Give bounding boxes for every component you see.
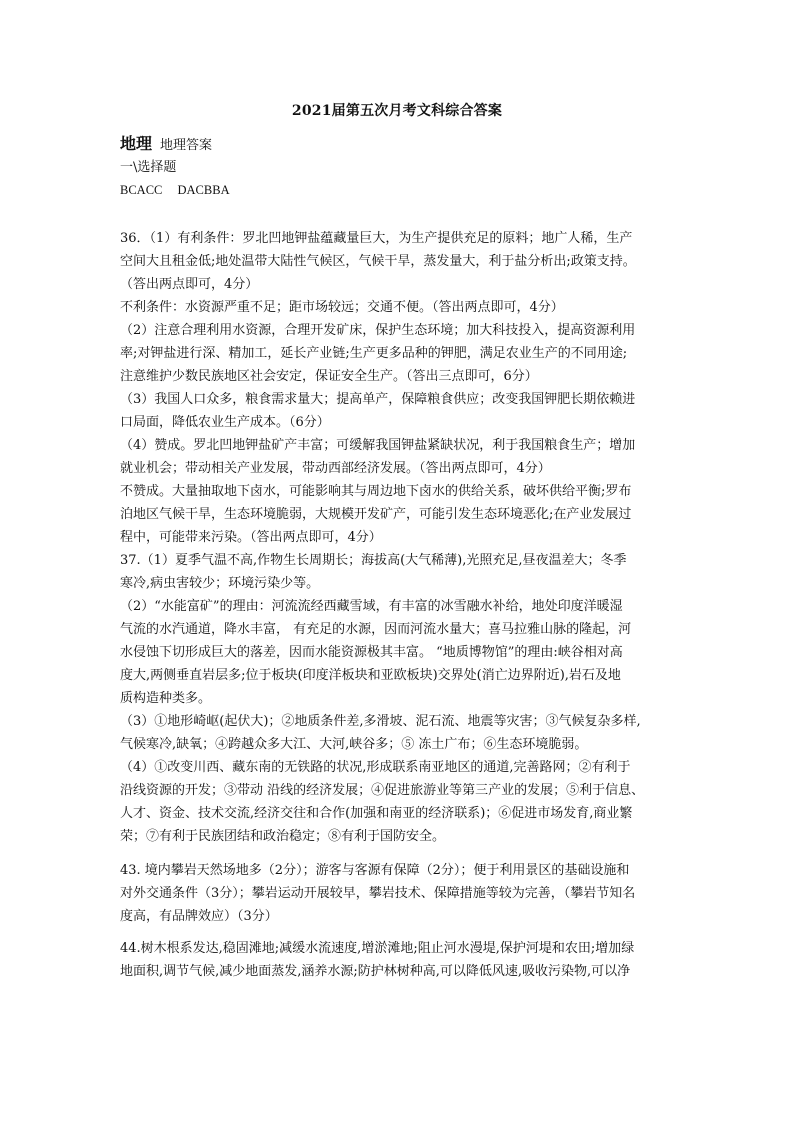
question-37: [120, 549, 680, 848]
q36-line: （2）注意合理利用水资源，合理开发矿床，保护生态环境；加大科技投入，提高资源利用: [120, 323, 636, 338]
q37-line: 沿线资源的开发；③带动 沿线的经济发展；④促进旅游业等第三产业的发展；⑤利于信息、: [120, 783, 645, 798]
q37-line: 度大,两侧垂直岩层多;位于板块(印度洋板块和亚欧板块)交界处(消亡边界附近),岩石及地: [120, 668, 621, 683]
q36-line: 程中，可能带来污染。（答出两点即可，4分）: [120, 530, 382, 545]
q44-line: 44.树木根系发达,稳固滩地;减缓水流速度,增淤滩地;阻止河水漫堤,保护河堤和农田;增加绿: [120, 941, 635, 956]
q43-line: 度高，有品牌效应）（3分）: [120, 909, 278, 924]
q36-line: 口局面，降低农业生产成本。（6分）: [120, 415, 330, 430]
q37-line: 寒冷,病虫害较少；环境污染少等。: [120, 576, 320, 591]
question-44: [120, 937, 680, 983]
q37-line: 37.（1）夏季气温不高,作物生长周期长；海拔高(大气稀薄),光照充足,昼夜温差大；冬季: [120, 553, 627, 568]
q36-line: 36．（1）有利条件：罗北凹地钾盐蕴藏量巨大，为生产提供充足的原料；地广人稀，生产: [120, 231, 633, 246]
q36-line: 泊地区气候干旱，生态环境脆弱，大规模开发矿产，可能引发生态环境恶化;在产业发展过: [120, 507, 632, 522]
q37-line: （4）①改变川西、藏东南的无铁路的状况,形成联系南亚地区的通道,完善路网；②有利于: [120, 760, 631, 775]
mcq-answers: BCACC DACBBA: [120, 183, 230, 197]
q36-line: 就业机会；带动相关产业发展，带动西部经济发展。（答出两点即可，4分）: [120, 461, 551, 476]
q43-line: 43. 境内攀岩天然场地多（2分）；游客与客源有保障（2分）；便于利用景区的基础设施和: [120, 863, 630, 878]
q37-line: 人才、资金、技术交流,经济交往和合作(加强和南亚的经济联系)；⑥促进市场发育,商业繁: [120, 806, 633, 821]
q37-line: 质构造种类多。: [120, 691, 212, 706]
q37-line: 气候寒冷,缺氧；④跨越众多大江、大河,峡谷多；⑤ 冻土广布；⑥生态环境脆弱。: [120, 737, 588, 752]
q37-line: 荣；⑦有利于民族团结和政治稳定；⑧有利于国防安全。: [120, 829, 446, 844]
question-43: [120, 859, 680, 928]
q44-line: 地面积,调节气候,减少地面蒸发,涵养水源;防护林树种高,可以降低风速,吸收污染物,可以净: [120, 964, 631, 979]
q36-line: 率;对钾盐进行深、精加工，延长产业链;生产更多品种的钾肥，满足农业生产的不同用途;: [120, 346, 628, 361]
q37-line: 水侵蚀下切形成巨大的落差，因而水能资源极其丰富。 “地质博物馆”的理由:峡谷相对高: [120, 645, 623, 660]
subject-header: [120, 134, 680, 156]
document-title: 2021届第五次月考文科综合答案: [291, 103, 503, 119]
q36-line: 注意维护少数民族地区社会安定，保证安全生产。（答出三点即可，6分）: [120, 369, 538, 384]
q37-line: （3）①地形崎岖(起伏大)；②地质条件差,多滑坡、泥石流、地震等灾害；③气候复杂多样,: [120, 714, 641, 729]
q36-line: 空间大且租金低;地处温带大陆性气候区，气候干旱，蒸发量大，利于盐分析出;政策支持。: [120, 254, 636, 269]
q36-line: （4）赞成。罗北凹地钾盐矿产丰富；可缓解我国钾盐紧缺状况，利于我国粮食生产；增加: [120, 438, 636, 453]
q43-line: 对外交通条件（3分）；攀岩运动开展较早，攀岩技术、保障措施等较为完善，（攀岩节知名: [120, 886, 636, 901]
section-label: 一\选择题: [120, 160, 177, 175]
subject-name: 地理: [120, 134, 153, 153]
question-36: [120, 227, 680, 549]
q37-line: （2）“水能富矿”的理由：河流流经西藏雪域，有丰富的冰雪融水补给，地处印度洋暖湿: [120, 599, 623, 614]
q36-line: 不赞成。大量抽取地下卤水，可能影响其与周边地下卤水的供给关系，破坏供给平衡;罗布: [120, 484, 632, 499]
q36-line: （3）我国人口众多，粮食需求量大；提高单产，保障粮食供应；改变我国钾肥长期依赖进: [120, 392, 636, 407]
q36-line: 不利条件：水资源严重不足；距市场较远；交通不便。（答出两点即可，4分）: [120, 300, 564, 315]
q37-line: 气流的水汽通道，降水丰富， 有充足的水源，因而河流水量大；喜马拉雅山脉的隆起，河: [120, 622, 632, 637]
q36-line: （答出两点即可，4分）: [120, 277, 259, 292]
answer-content: [120, 134, 680, 983]
subject-heading: 地理答案: [160, 138, 213, 153]
